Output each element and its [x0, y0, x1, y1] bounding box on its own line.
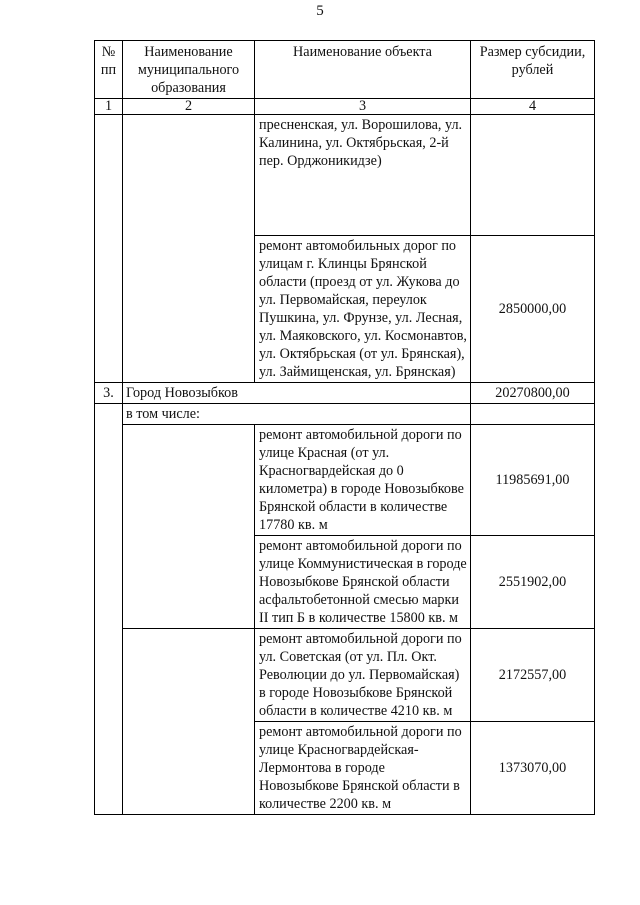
table-row	[95, 425, 595, 536]
header-municipality: Наименование муниципального образования	[123, 41, 255, 99]
amount-cell: 2850000,00	[471, 236, 595, 383]
municipality-name: Город Новозыбков	[123, 383, 471, 404]
column-number-row	[95, 99, 595, 115]
header-amount: Размер субсидии, рублей	[471, 41, 595, 99]
including-label: в том числе:	[123, 404, 471, 425]
object-cell: ремонт автомобильной дороги по улице Красная (от ул. Красногвардейская до 0 километра) в городе Новозыбкове Брянской области в количестве 17780 кв. м	[255, 425, 471, 536]
header-object: Наименование объекта	[255, 41, 471, 99]
object-cell: ремонт автомобильной дороги по улице Коммунистическая в городе Новозыбкове Брянской области асфальтобетонной смесью марки II тип Б в количестве 15800 кв. м	[255, 536, 471, 629]
column-number: 4	[471, 99, 595, 115]
object-cell: ремонт автомобильной дороги по ул. Советская (от ул. Пл. Окт. Революции до ул. Первомайская) в городе Новозыбкове Брянской области в количестве 4210 кв. м	[255, 629, 471, 722]
amount-cell-empty	[471, 404, 595, 425]
amount-cell: 1373070,00	[471, 722, 595, 815]
amount-cell	[471, 115, 595, 236]
column-number: 2	[123, 99, 255, 115]
object-cell: ремонт автомобильных дорог по улицам г. Клинцы Брянской области (проезд от ул. Жукова до ул. Первомайская, переулок Пушкина, ул. Фрунзе, ул. Лесная, ул. Маяковского, ул. Космонавтов, ул. Октябрьская (от ул. Брянская), ул. Займищенская, ул. Брянская)	[255, 236, 471, 383]
row-number: 3.	[95, 383, 123, 404]
municipality-cell-empty	[123, 629, 255, 815]
table-row	[95, 115, 595, 236]
municipality-row	[95, 383, 595, 404]
column-number: 3	[255, 99, 471, 115]
page-number: 5	[316, 3, 324, 19]
table-row	[95, 629, 595, 722]
including-row	[95, 404, 595, 425]
object-cell: пресненская, ул. Ворошилова, ул. Калинина, ул. Октябрьская, 2-й пер. Орджоникидзе)	[255, 115, 471, 236]
municipality-cell-empty	[123, 425, 255, 629]
municipality-amount: 20270800,00	[471, 383, 595, 404]
amount-cell: 2172557,00	[471, 629, 595, 722]
column-number: 1	[95, 99, 123, 115]
amount-cell: 2551902,00	[471, 536, 595, 629]
header-num: № пп	[95, 41, 123, 99]
num-cell-empty	[95, 404, 123, 815]
amount-cell: 11985691,00	[471, 425, 595, 536]
municipality-cell-empty	[123, 115, 255, 383]
header-row	[95, 41, 595, 99]
object-cell: ремонт автомобильной дороги по улице Красногвардейская-Лермонтова в городе Новозыбкове Брянской области в количестве 2200 кв. м	[255, 722, 471, 815]
subsidy-table	[94, 40, 595, 815]
num-cell-empty	[95, 115, 123, 383]
